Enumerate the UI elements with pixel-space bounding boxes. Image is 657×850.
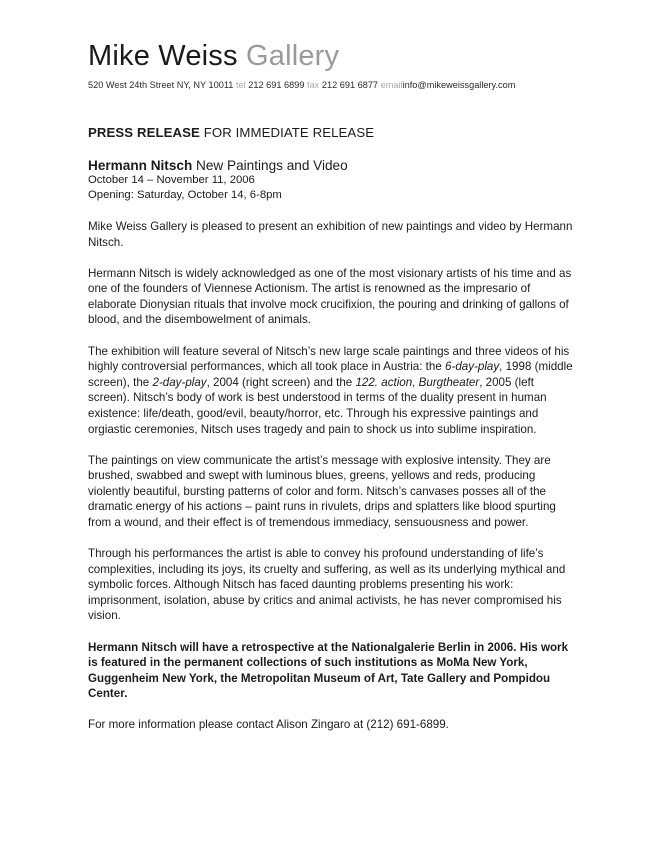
opening-info: Opening: Saturday, October 14, 6-8pm: [88, 188, 282, 201]
gallery-logo: [88, 40, 578, 72]
artist-name: Hermann Nitsch: [88, 158, 193, 173]
exhibition-title: New Paintings and Video: [196, 158, 348, 173]
logo-gallery-word: Gallery: [245, 40, 340, 72]
fax-label: fax: [307, 80, 320, 90]
logo-name: Mike Weiss: [88, 40, 238, 72]
address: 520 West 24th Street NY, NY 10011: [88, 80, 234, 90]
work-title-2-day-play: 2-day-play: [152, 375, 207, 389]
paragraph-intro: Mike Weiss Gallery is pleased to present an exhibition of new paintings and video by Hermann Nitsch.: [88, 220, 573, 249]
press-release-label: PRESS RELEASE: [88, 125, 200, 140]
paragraph-paintings: The paintings on view communicate the artist’s message with explosive intensity. They are brushed, swabbed and swept with luminous blues, greens, yellows and reds, producing violently beautiful, bursting patterns of color and form. Nitsch’s canvases posses all of the dramatic energy of his actions – paint runs in rivulets, drips and splatters like blood spurting from a wound, and their effect is of tremendous immediacy, sensuousness and power.: [88, 453, 556, 529]
fax-number: 212 691 6877: [321, 80, 379, 90]
exhibition-dates: October 14 – November 11, 2006: [88, 174, 255, 186]
tel-number: 212 691 6899: [248, 80, 305, 90]
paragraph-retrospective: Hermann Nitsch will have a retrospective at the Nationalgalerie Berlin in 2006. His work is featured in the permanent collections of such institutions as MoMa New York, Guggenheim New York, the Metropolitan Museum of Art, Tate Gallery and Pompidou Center.: [88, 640, 569, 701]
paragraph-about-artist: Hermann Nitsch is widely acknowledged as one of the most visionary artists of his time and as one of the founders of Viennese Actionism. The artist is renowned as the impresario of elaborate Dionysian rituals that involve mock crucifixion, the pouring and drinking of gallons of blood, and the disembowelment of animals.: [88, 266, 572, 327]
contact-line: [88, 80, 578, 90]
email-label: email: [380, 80, 403, 90]
email-address: info@mikeweissgallery.com: [402, 80, 516, 90]
press-release-heading: [88, 125, 578, 140]
paragraph-exhibition: [88, 344, 578, 438]
p3-text-c: , 2004 (right screen) and the: [206, 375, 356, 389]
tel-label: tel: [235, 80, 246, 90]
work-title-6-day-play: 6-day-play: [445, 360, 500, 374]
work-title-122-action: 122. action, Burgtheater: [355, 375, 480, 389]
paragraph-contact: For more information please contact Alison Zingaro at (212) 691-6899.: [88, 718, 449, 732]
p3-text-a: The exhibition will feature several of Nitsch’s new large scale paintings and three videos of his highly controversial performances, which all took place in Austria: the: [88, 344, 570, 374]
p3-text-b: , 1998 (middle screen), the: [88, 360, 573, 389]
p3-text-d: , 2005 (left screen). Nitsch’s body of work is best understood in terms of the duality present in human existence: life/death, good/evil, beauty/horror, etc. Through his expressive paintings and orgiastic ceremonies, Nitsch uses tragedy and pain to shock us into sublime inspiration.: [88, 375, 547, 436]
paragraph-performances: Through his performances the artist is able to convey his profound understanding of life’s complexities, including its joys, its cruelty and suffering, as well as its underlying mythical and symbolic forces. Although Nitsch has faced daunting problems presenting his work: imprisonment, isolation, abuse by critics and animal activists, he has never compromised his vision.: [88, 547, 566, 623]
exhibition-headline: [88, 158, 578, 173]
immediate-release-label: FOR IMMEDIATE RELEASE: [203, 125, 375, 140]
press-release-page: [88, 40, 578, 733]
